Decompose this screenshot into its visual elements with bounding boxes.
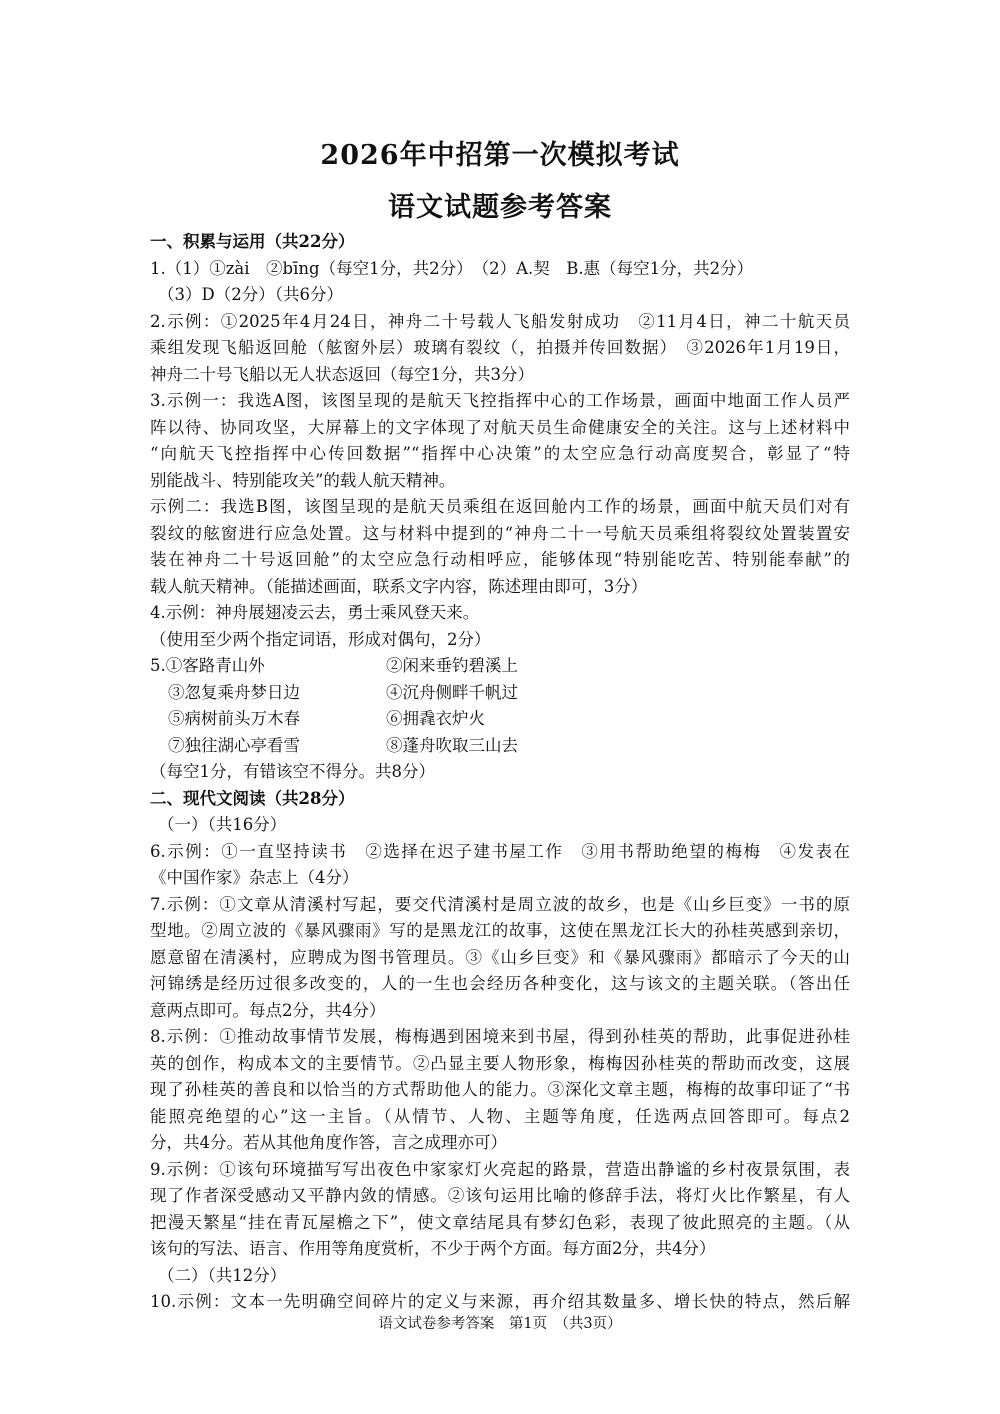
section-heading: 一、积累与运用（共22分） xyxy=(150,232,355,251)
q5-row xyxy=(150,653,850,680)
q2-line: 乘组发现飞船返回舱（舷窗外层）玻璃有裂纹（，拍摄并传回数据） ③2026年1月19日， xyxy=(150,338,850,357)
q3-line: 别能战斗、特别能攻关”的载人航天精神。 xyxy=(150,470,456,490)
q3-line: 载人航天精神。（能描述画面，联系文字内容，陈述理由即可，3分） xyxy=(150,576,648,596)
q5-note: （每空1分，有错该空不得分。共8分） xyxy=(150,762,435,781)
q6-line: 6.示例：①一直坚持读书 ②选择在迟子建书屋工作 ③用书帮助绝望的梅梅 ④发表在 xyxy=(150,841,850,861)
q3-line: 3.示例一：我选A图，该图呈现的是航天飞控指挥中心的工作场景，画面中地面工作人员严 xyxy=(150,391,850,410)
q3-line: “向航天飞控指挥中心传回数据”“指挥中心决策”的太空应急行动高度契合，彰显了“特 xyxy=(150,444,850,463)
subsection-heading: （一）（共16分） xyxy=(158,815,287,834)
q3-line: 示例二：我选B图，该图呈现的是航天员乘组在返回舱内工作的场景，画面中航天员们对有 xyxy=(150,497,850,516)
q5-answer: ⑥拥毳衣炉火 xyxy=(386,709,485,728)
q9-line: 9.示例：①该句环境描写写出夜色中家家灯火亮起的路景，营造出静谧的乡村夜景氛围，表 xyxy=(150,1159,850,1179)
exam-title: 2026年中招第一次模拟考试 xyxy=(320,140,680,171)
q5-answer: ⑦独往湖心亭看雪 xyxy=(168,735,300,755)
q5-answer: ②闲来垂钓碧溪上 xyxy=(386,656,518,675)
q8-line: 英的创作，构成本文的主要情节。②凸显主要人物形象，梅梅因孙桂英的帮助而改变，这展 xyxy=(150,1053,850,1073)
q1-line: （3）D（2分）（共6分） xyxy=(158,285,343,304)
q5-row xyxy=(150,680,850,707)
q7-line: 7.示例：①文章从清溪村写起，要交代清溪村是周立波的故乡，也是《山乡巨变》一书的原 xyxy=(150,894,850,914)
q7-line: 河锦绣是经历过很多改变的，人的一生也会经历各种变化，这与该文的主题关联。（答出任 xyxy=(150,974,850,993)
q10-line: 10.示例：文本一先明确空间碎片的定义与来源，再介绍其数量多、增长快的特点，然后解 xyxy=(150,1292,850,1311)
q3-line: 装在神舟二十号返回舱”的太空应急行动相呼应，能够体现“特别能吃苦、特别能奉献”的 xyxy=(150,550,850,569)
q5-row xyxy=(150,733,850,760)
q7-line: 型地。②周立波的《暴风骤雨》写的是黑龙江的故事，这使在黑龙江长大的孙桂英感到亲切， xyxy=(150,921,850,940)
q5-answer: ⑧蓬舟吹取三山去 xyxy=(386,735,518,755)
q2-line: 2.示例：①2025年4月24日，神舟二十号载人飞船发射成功 ②11月4日，神二十航天员 xyxy=(150,311,850,331)
q9-line: 把漫天繁星“挂在青瓦屋檐之下”，使文章结尾具有梦幻色彩，表现了彼此照亮的主题。（从 xyxy=(150,1212,850,1232)
q3-line: 阵以待、协同攻坚，大屏幕上的文字体现了对航天员生命健康安全的关注。这与上述材料中 xyxy=(150,417,850,437)
q5-answer: ③忽复乘舟梦日边 xyxy=(168,682,300,702)
q9-line: 现了作者深受感动又平静内敛的情感。②该句运用比喻的修辞手法，将灯火比作繁星，有人 xyxy=(150,1186,850,1205)
q2-line: 神舟二十号飞船以无人状态返回（每空1分，共3分） xyxy=(150,364,534,384)
q8-line: 现了孙桂英的善良和以恰当的方式帮助他人的能力。③深化文章主题，梅梅的故事印证了“书 xyxy=(150,1080,850,1099)
section-heading: 二、现代文阅读（共28分） xyxy=(150,788,355,808)
answer-body xyxy=(150,229,850,1316)
q4-line: （使用至少两个指定词语，形成对偶句，2分） xyxy=(150,629,491,649)
q8-line: 分，共4分。若从其他角度作答，言之成理亦可） xyxy=(150,1133,507,1152)
q9-line: 该句的写法、语言、作用等角度赏析，不少于两个方面。每方面2分，共4分） xyxy=(150,1239,716,1258)
q8-line: 能照亮绝望的心”这一主旨。（从情节、人物、主题等角度，任选两点回答即可。每点2 xyxy=(150,1106,850,1126)
q6-line: 《中国作家》杂志上（4分） xyxy=(150,868,359,887)
q1-line: 1.（1）①zài ②bīng（每空1分，共2分） （2）A.契 B.惠（每空1分，共2分） xyxy=(150,258,754,278)
q5-row xyxy=(150,706,850,733)
page-footer: 语文试卷参考答案 第1页 （共3页） xyxy=(378,1316,622,1332)
q5-answer: 5.①客路青山外 xyxy=(150,656,265,675)
answer-key-title: 语文试题参考答案 xyxy=(388,192,612,223)
q5-answer: ④沉舟侧畔千帆过 xyxy=(386,682,518,702)
q5-answer: ⑤病树前头万木春 xyxy=(168,709,300,728)
q3-line: 裂纹的舷窗进行应急处置。这与材料中提到的“神舟二十一号航天员乘组将裂纹处置装置安 xyxy=(150,523,850,543)
subsection-heading: （二）（共12分） xyxy=(158,1265,287,1285)
q4-line: 4.示例：神舟展翅凌云去，勇士乘风登天来。 xyxy=(150,603,480,622)
q7-line: 愿意留在清溪村，应聘成为图书管理员。③《山乡巨变》和《暴风骤雨》都暗示了今天的山 xyxy=(150,947,850,967)
q8-line: 8.示例：①推动故事情节发展，梅梅遇到困境来到书屋，得到孙桂英的帮助，此事促进孙桂 xyxy=(150,1027,850,1046)
q7-line: 意两点即可。每点2分，共4分） xyxy=(150,1000,386,1020)
